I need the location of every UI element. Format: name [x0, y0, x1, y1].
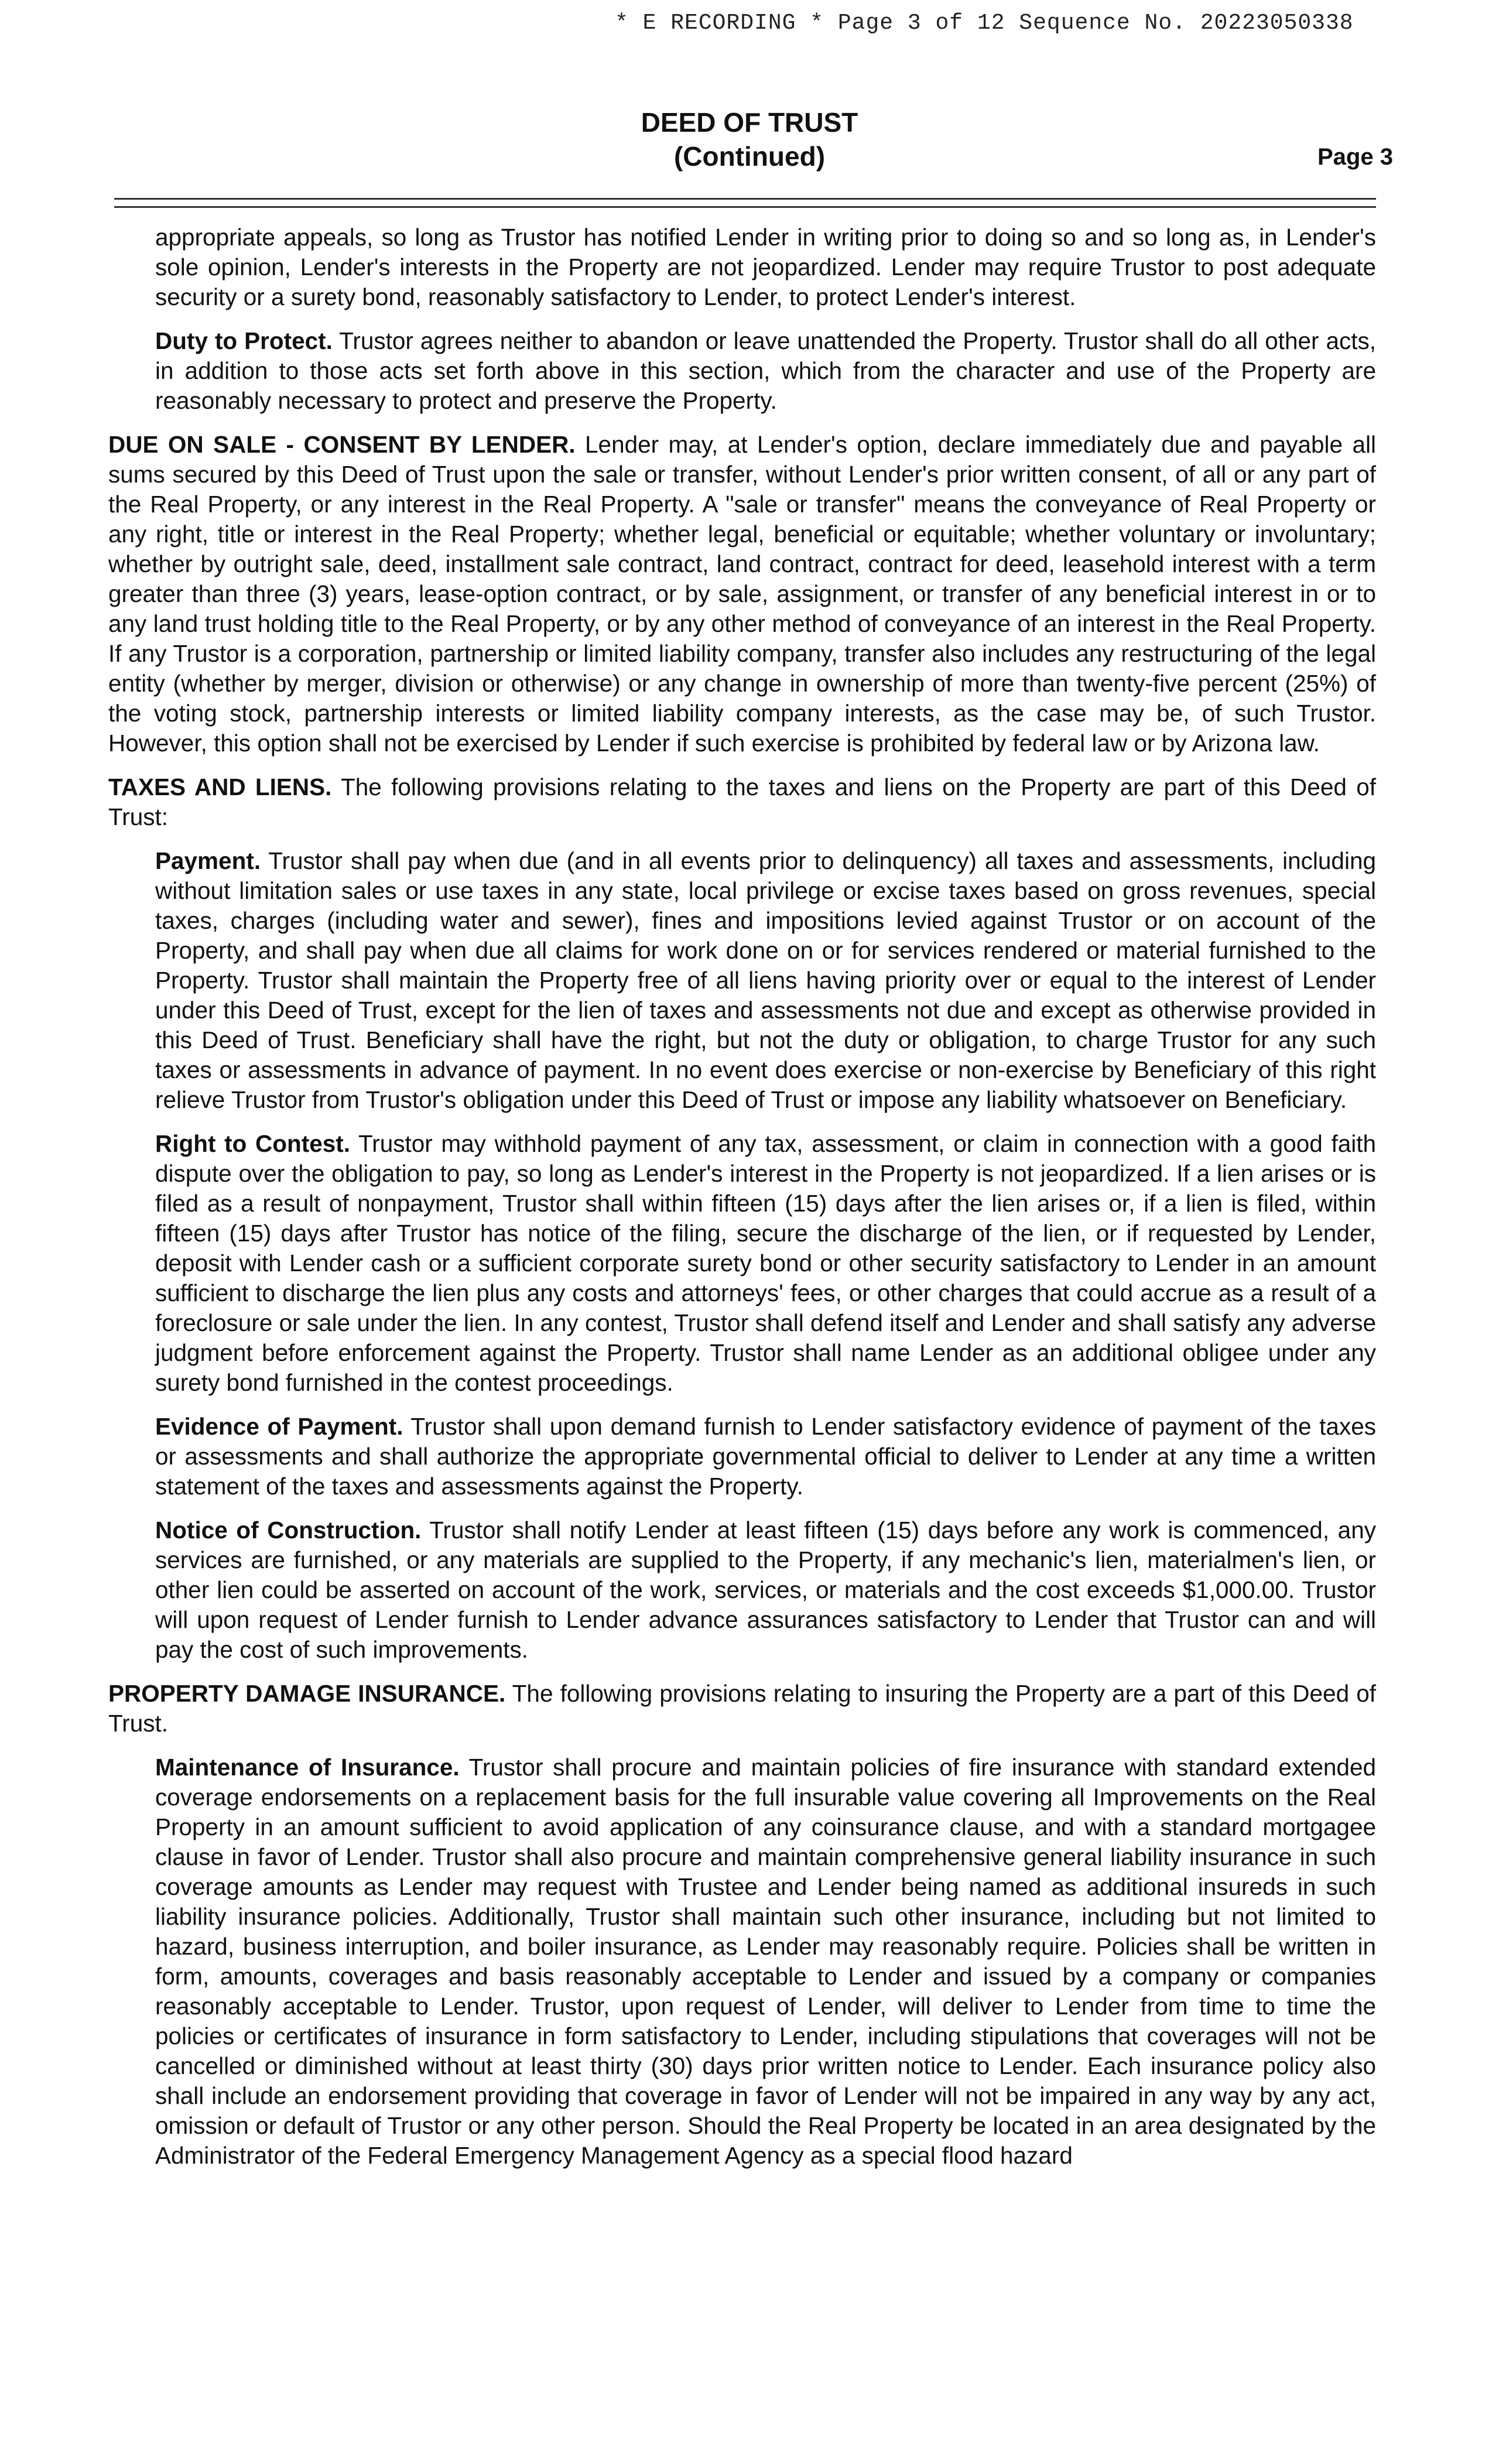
- paragraph-maintenance-of-insurance: [108, 1753, 1376, 2171]
- section-text: The following provisions relating to insuring the Property are a part of this Deed of Trust.: [108, 1680, 1376, 1737]
- section-due-on-sale: [108, 430, 1376, 758]
- paragraph-heading: Notice of Construction.: [155, 1517, 422, 1544]
- document-body: [108, 223, 1376, 2185]
- paragraph-text: Trustor agrees neither to abandon or leave unattended the Property. Trustor shall do all other acts, in addition to those acts set forth above in this section, which from the character and use of the Property are reasonably necessary to protect and preserve the Property.: [155, 327, 1377, 414]
- document-title-sub: (Continued): [673, 141, 826, 172]
- section-heading: TAXES AND LIENS.: [108, 774, 332, 800]
- paragraph-payment: [108, 846, 1376, 1115]
- paragraph-text: Trustor shall pay when due (and in all events prior to delinquency) all taxes and assessments, including without limitation sales or use taxes in any state, local privilege or excise taxes based on gross revenues, special taxes, charges (including water and sewer), fines and impositions levied against Trustor or on account of the Property, and shall pay when due all claims for work done on or for services rendered or material furnished to the Property. Trustor shall maintain the Property free of all liens having priority over or equal to the interest of Lender under this Deed of Trust, except for the lien of taxes and assessments not due and except as otherwise provided in this Deed of Trust. Beneficiary shall have the right, but not the duty or obligation, to charge Trustor for any such taxes or assessments in advance of payment. In no event does exercise or non-exercise by Beneficiary of this right relieve Trustor from Trustor's obligation under this Deed of Trust or impose any liability whatsoever on Beneficiary.: [155, 847, 1376, 1113]
- paragraph-right-to-contest: [108, 1129, 1376, 1398]
- paragraph-text: Trustor shall procure and maintain policies of fire insurance with standard extended coverage endorsements on a replacement basis for the full insurable value covering all Improvements on the Real Property in an amount sufficient to avoid application of any coinsurance clause, and with a standard mortgagee clause in favor of Lender. Trustor shall also procure and maintain comprehensive general liability insurance in such coverage amounts as Lender may request with Trustee and Lender being named as additional insureds in such liability insurance policies. Additionally, Trustor shall maintain such other insurance, including but not limited to hazard, business interruption, and boiler insurance, as Lender may reasonably require. Policies shall be written in form, amounts, coverages and basis reasonably acceptable to Lender and issued by a company or companies reasonably acceptable to Lender. Trustor, upon request of Lender, will deliver to Lender from time to time the policies or certificates of insurance in form satisfactory to Lender, including stipulations that coverages will not be cancelled or diminished without at least thirty (30) days prior written notice to Lender. Each insurance policy also shall include an endorsement providing that coverage in favor of Lender will not be impaired in any way by any act, omission or default of Trustor or any other person. Should the Real Property be located in an area designated by the Administrator of the Federal Emergency Management Agency as a special flood hazard: [155, 1754, 1377, 2169]
- section-heading: DUE ON SALE - CONSENT BY LENDER.: [108, 431, 576, 458]
- paragraph-duty-to-protect: [108, 326, 1376, 416]
- paragraph-heading: Maintenance of Insurance.: [155, 1754, 460, 1781]
- paragraph-heading: Right to Contest.: [155, 1130, 351, 1157]
- paragraph-notice-of-construction: [108, 1515, 1376, 1665]
- section-text: Lender may, at Lender's option, declare immediately due and payable all sums secured by this Deed of Trust upon the sale or transfer, without Lender's prior written consent, of all or any part of the Real Property, or any interest in the Real Property. A "sale or transfer" means the conveyance of Real Property or any right, title or interest in the Real Property; whether legal, beneficial or equitable; whether voluntary or involuntary; whether by outright sale, deed, installment sale contract, land contract, contract for deed, leasehold interest with a term greater than three (3) years, lease-option contract, or by sale, assignment, or transfer of any beneficial interest in or to any land trust holding title to the Real Property, or by any other method of conveyance of an interest in the Real Property. If any Trustor is a corporation, partnership or limited liability company, transfer also includes any restructuring of the legal entity (whether by merger, division or otherwise) or any change in ownership of more than twenty-five percent (25%) of the voting stock, partnership interests or limited liability company interests, as the case may be, of such Trustor. However, this option shall not be exercised by Lender if such exercise is prohibited by federal law or by Arizona law.: [108, 431, 1376, 757]
- paragraph-appeals: [108, 223, 1376, 312]
- page-number: Page 3: [1317, 144, 1393, 170]
- header-rule-bottom: [114, 206, 1376, 208]
- paragraph-text: Trustor may withhold payment of any tax, assessment, or claim in connection with a good faith dispute over the obligation to pay, so long as Lender's interest in the Property is not jeopardized. If a lien arises or is filed as a result of nonpayment, Trustor shall within fifteen (15) days after the lien arises or, if a lien is filed, within fifteen (15) days after Trustor has notice of the filing, secure the discharge of the lien, or if requested by Lender, deposit with Lender cash or a sufficient corporate surety bond or other security satisfactory to Lender in an amount sufficient to discharge the lien plus any costs and attorneys' fees, or other charges that could accrue as a result of a foreclosure or sale under the lien. In any contest, Trustor shall defend itself and Lender and shall satisfy any adverse judgment before enforcement against the Property. Trustor shall name Lender as an additional obligee under any surety bond furnished in the contest proceedings.: [155, 1130, 1376, 1396]
- document-title-main: DEED OF TRUST: [641, 107, 858, 138]
- recording-header: * E RECORDING * Page 3 of 12 Sequence No. 20223050338: [615, 11, 1354, 36]
- paragraph-evidence-of-payment: [108, 1412, 1376, 1501]
- section-heading: PROPERTY DAMAGE INSURANCE.: [108, 1680, 506, 1707]
- header-rule-top: [114, 198, 1376, 200]
- paragraph-text: Trustor shall upon demand furnish to Lender satisfactory evidence of payment of the taxes or assessments and shall authorize the appropriate governmental official to deliver to Lender at any time a written statement of the taxes and assessments against the Property.: [155, 1413, 1376, 1500]
- paragraph-heading: Payment.: [155, 847, 261, 874]
- section-taxes-and-liens: [108, 772, 1376, 832]
- section-property-damage-insurance: [108, 1679, 1376, 1739]
- section-text: The following provisions relating to the taxes and liens on the Property are part of this Deed of Trust:: [108, 774, 1376, 830]
- paragraph-text: Trustor shall notify Lender at least fifteen (15) days before any work is commenced, any services are furnished, or any materials are supplied to the Property, if any mechanic's lien, materialmen's lien, or other lien could be asserted on account of the work, services, or materials and the cost exceeds $1,000.00. Trustor will upon request of Lender furnish to Lender advance assurances satisfactory to Lender that Trustor can and will pay the cost of such improvements.: [155, 1517, 1376, 1663]
- paragraph-heading: Evidence of Payment.: [155, 1413, 403, 1440]
- document-title: [515, 105, 984, 173]
- paragraph-heading: Duty to Protect.: [155, 327, 333, 354]
- paragraph-text: appropriate appeals, so long as Trustor has notified Lender in writing prior to doing so and so long as, in Lender's sole opinion, Lender's interests in the Property are not jeopardized. Lender may require Trustor to post adequate security or a surety bond, reasonably satisfactory to Lender, to protect Lender's interest.: [155, 224, 1376, 310]
